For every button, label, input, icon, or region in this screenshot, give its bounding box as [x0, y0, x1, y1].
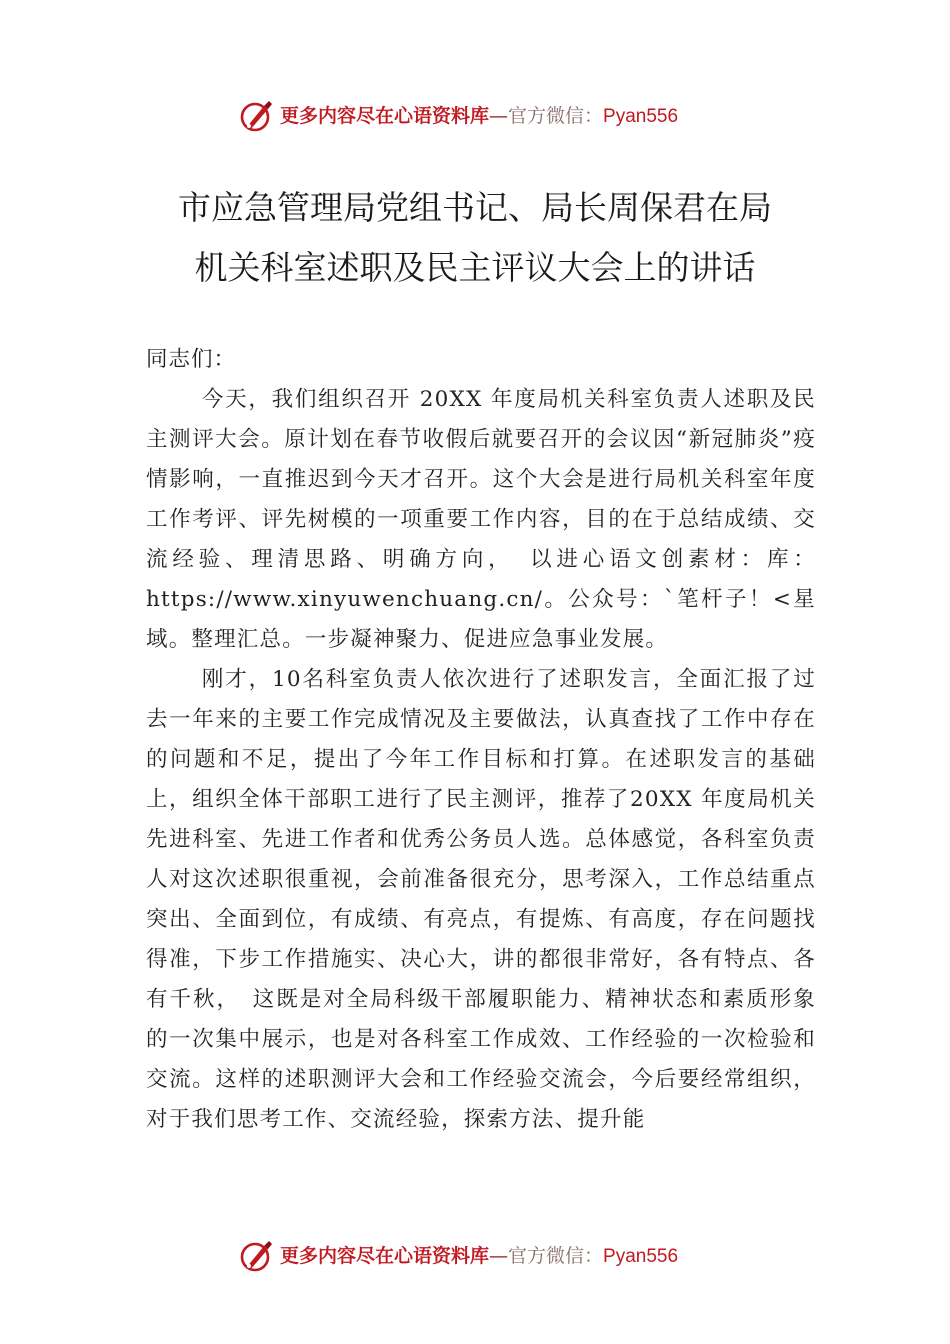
title-line-1: 市应急管理局党组书记、局长周保君在局 — [178, 188, 772, 227]
banner-wechat-id: Pyan556 — [603, 1245, 679, 1267]
banner-dash: — — [489, 104, 509, 127]
paragraph-2: 刚才，10名科室负责人依次进行了述职发言，全面汇报了过去一年来的主要工作完成情况及主要做法，认真查找了工作中存在的问题和不足，提出了今年工作目标和打算。在述职发言的基础上，组织全体干部职工进行了民主测评，推荐了20XX 年度局机关先进科室、先进工作者和优秀公务员人选。总体感觉，各科室负责人对这次述职很重视，会前准备很充分，思考深入，工作总结重点突出、全面到位，有成绩、有亮点，有提炼、有高度，存在问题找得准，下步工作措施实、决心大，讲的都很非常好，各有特点、各有千秋， 这既是对全局科级干部履职能力、精神状态和素质形象的一次集中展示，也是对各科室工作成效、工作经验的一次检验和交流。这样的述职测评大会和工作经验交流会，今后要经常组织，对于我们思考工作、交流经验，探索方法、提升能 — [146, 667, 816, 1132]
pen-logo-icon — [238, 1238, 274, 1274]
banner-wechat-id: Pyan556 — [603, 105, 679, 127]
footer-banner — [0, 1236, 950, 1276]
banner-text — [280, 1236, 678, 1277]
banner-dash: — — [489, 1244, 509, 1267]
paragraph-1: 今天，我们组织召开 20XX 年度局机关科室负责人述职及民主测评大会。原计划在春节收假后就要召开的会议因“新冠肺炎”疫情影响，一直推迟到今天才召开。这个大会是进行局机关科室年度工作考评、评先树模的一项重要工作内容，目的在于总结成绩、交流经验、理清思路、明确方向， 以进心语文创素材：库：https://www.xinyuwenchuang.cn/。公众号：`笔杆子！<星域。整理汇总。一步凝神聚力、促进应急事业发展。 — [146, 387, 816, 652]
salutation: 同志们： — [146, 347, 237, 372]
banner-wechat-label: 官方微信： — [508, 104, 604, 127]
banner-brand: 更多内容尽在心语资料库 — [280, 104, 490, 127]
title-line-2: 机关科室述职及民主评议大会上的讲话 — [194, 248, 756, 287]
document-title — [60, 178, 890, 298]
document-body — [146, 340, 816, 1140]
pen-logo-icon — [238, 98, 274, 134]
banner-wechat-label: 官方微信： — [508, 1244, 604, 1267]
banner-brand: 更多内容尽在心语资料库 — [280, 1244, 490, 1267]
header-banner — [0, 96, 950, 136]
banner-text — [280, 96, 678, 137]
